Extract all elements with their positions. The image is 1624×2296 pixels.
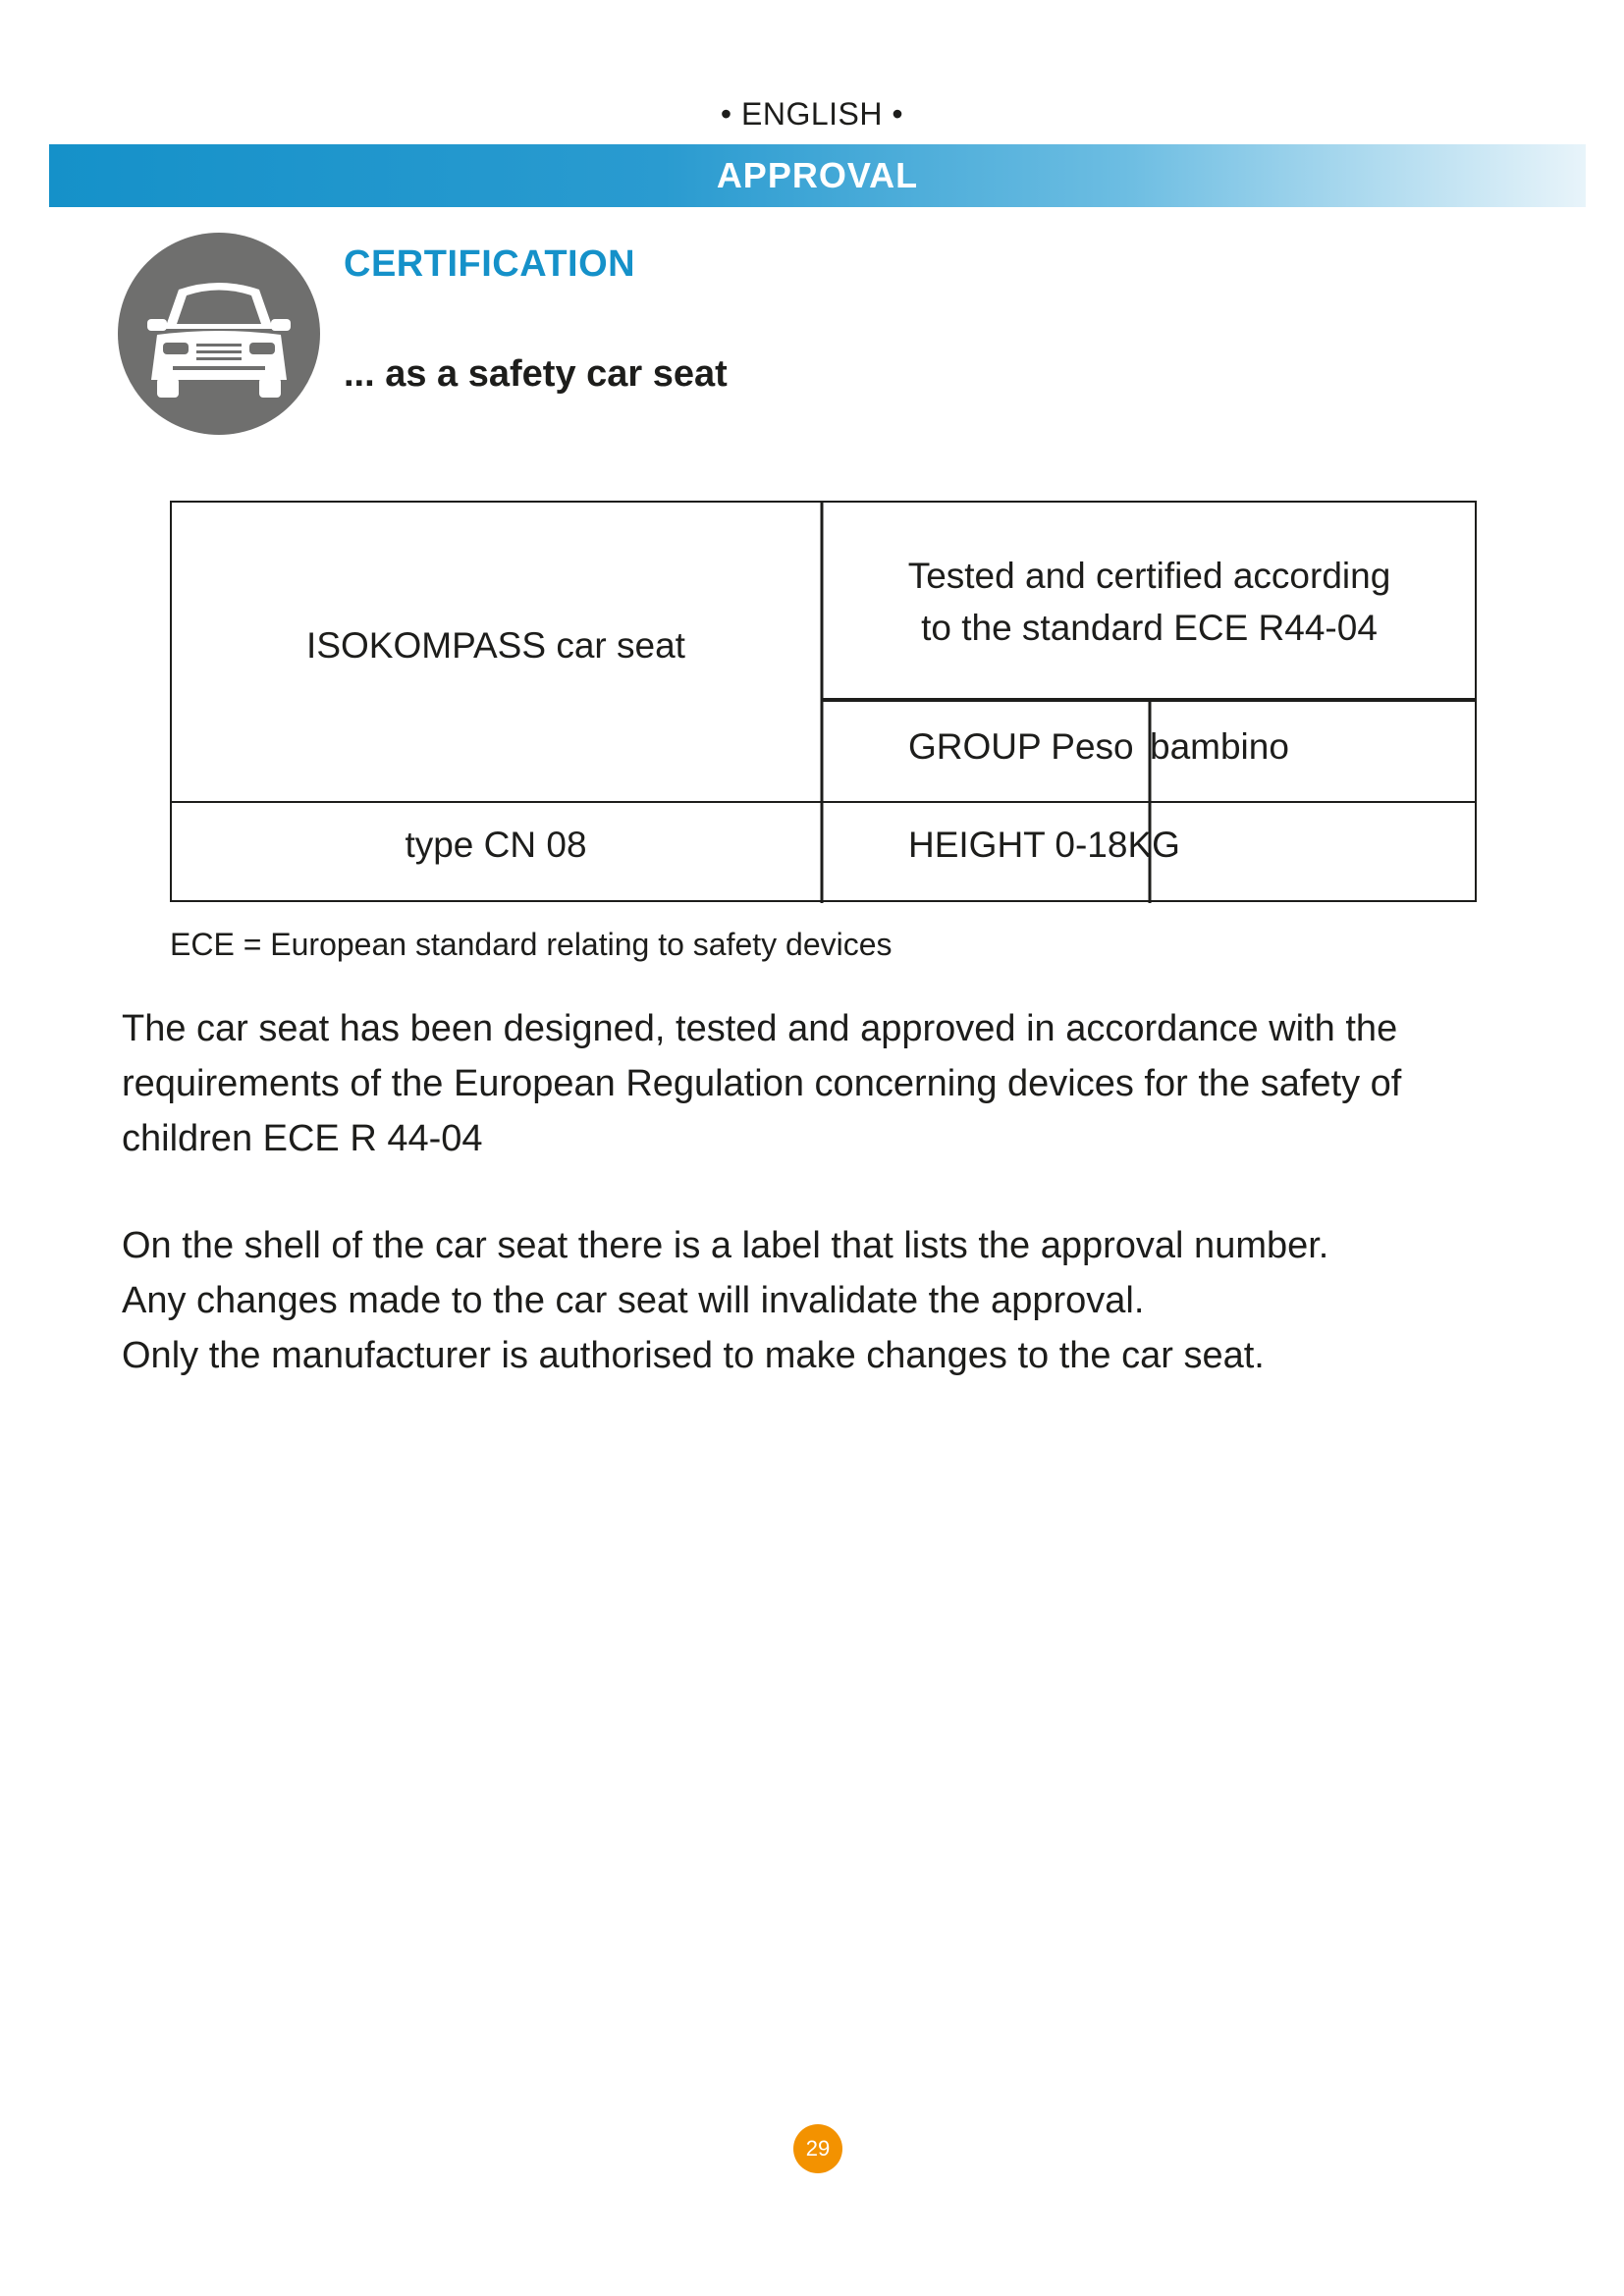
- height-range: HEIGHT 0-18KG: [908, 825, 1180, 865]
- approval-paragraph: The car seat has been designed, tested and approved in accordance with the requirements of the European Regulation concerning devices for the safety of children ECE R 44-04: [122, 1008, 1402, 1159]
- language-label: • ENGLISH •: [720, 96, 904, 132]
- car-front-icon: [118, 233, 320, 435]
- ece-footnote: ECE = European standard relating to safety devices: [170, 927, 893, 962]
- certification-standard: [822, 550, 1477, 654]
- certification-title: CERTIFICATION: [344, 243, 636, 285]
- product-name: ISOKOMPASS car seat: [306, 625, 685, 666]
- section-title: APPROVAL: [716, 155, 919, 195]
- standard-line-2: to the standard ECE R44-04: [921, 608, 1378, 648]
- certification-table: [170, 501, 1477, 903]
- label-line-1: On the shell of the car seat there is a label that lists the approval number.: [122, 1225, 1329, 1266]
- section-banner: [49, 144, 1586, 207]
- label-line-2: Any changes made to the car seat will invalidate the approval.: [122, 1280, 1145, 1321]
- label-paragraph: [122, 1218, 1536, 1383]
- product-type: type CN 08: [405, 825, 587, 865]
- group-suffix: bambino: [1150, 726, 1289, 767]
- certification-subtitle: ... as a safety car seat: [344, 353, 728, 395]
- page-number: 29: [793, 2124, 842, 2173]
- standard-line-1: Tested and certified according: [907, 556, 1391, 596]
- label-line-3: Only the manufacturer is authorised to make changes to the car seat.: [122, 1335, 1265, 1376]
- group-label: GROUP Peso: [908, 726, 1134, 767]
